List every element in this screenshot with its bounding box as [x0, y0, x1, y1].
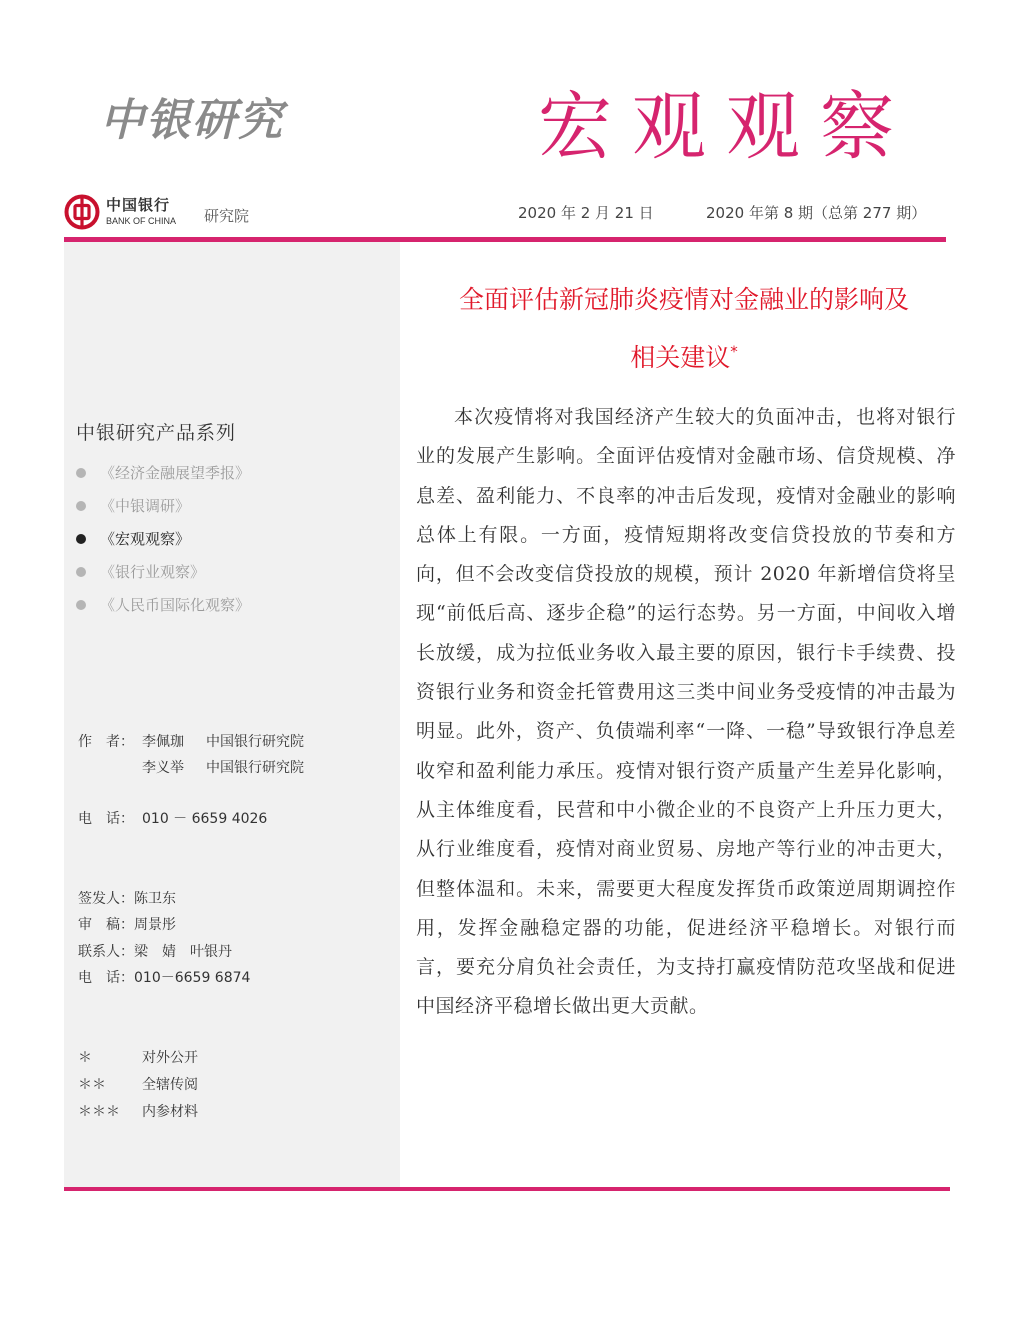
logo-english-name: BANK OF CHINA [106, 216, 177, 226]
author-row-1 [78, 731, 304, 751]
sidebar-panel [64, 242, 400, 1187]
product-series-list [76, 456, 250, 621]
author-phone-row [78, 808, 267, 828]
classification-label: 全辖传阅 [142, 1077, 198, 1093]
bank-logo [64, 194, 176, 230]
product-label: 《银行业观察》 [100, 563, 206, 581]
issuer-name: 陈卫东 [134, 891, 176, 907]
author-org: 中国银行研究院 [206, 760, 304, 776]
logo-chinese-name: 中国银行 [106, 196, 171, 214]
article-title-line-1: 全面评估新冠肺炎疫情对金融业的影响及 [458, 285, 909, 314]
phone-label: 电 话： [78, 811, 134, 827]
reviewer-name: 周景彤 [134, 917, 176, 933]
footnote-mark: * [730, 342, 738, 361]
article-title-text: 相关建议 [630, 343, 731, 372]
reviewer-label: 审 稿： [78, 917, 134, 933]
bullet-icon [76, 567, 86, 577]
series-title: 宏观观察 [538, 84, 914, 170]
bullet-icon [76, 600, 86, 610]
issue-number: 2020 年第 8 期（总第 277 期） [706, 204, 927, 222]
classification-mark: ＊＊ [78, 1077, 106, 1093]
article-abstract: 本次疫情将对我国经济产生较大的负面冲击，也将对银行业的发展产生影响。全面评估疫情对金融市场、信贷规模、净息差、盈利能力、不良率的冲击后发现，疫情对金融业的影响总体上有限。一方面，疫情短期将改变信贷投放的节奏和方向，但不会改变信贷投放的规模，预计 2020 年新增信贷将呈现“前低后高、逐步企稳”的运行态势。另一方面，中间收入增长放缓，成为拉低业务收入最主要的原因，银行卡手续费、投资银行业务和资金托管费用这三类中间业务受疫情的冲击最为明显。此外，资产、负债端利率“一降、一稳”导致银行净息差收窄和盈利能力承压。疫情对银行资产质量产生差异化影响，从主体维度看，民营和中小微企业的不良资产上升压力更大，从行业维度看，疫情对商业贸易、房地产等行业的冲击更大，但整体温和。未来，需要更大程度发挥货币政策逆周期调控作用，发挥金融稳定器的功能，促进经济平稳增长。对银行而言，要充分肩负社会责任，为支持打赢疫情防范攻坚战和促进中国经济平稳增长做出更大贡献。 [416, 406, 956, 1018]
product-label: 《宏观观察》 [100, 530, 191, 548]
contact-label: 联系人： [78, 944, 134, 960]
product-item[interactable] [76, 489, 250, 522]
classification-row [78, 1101, 198, 1121]
institute-name: 研究院 [204, 207, 250, 225]
classification-mark: ＊＊＊ [78, 1104, 120, 1120]
product-label: 《人民币国际化观察》 [100, 596, 251, 614]
bullet-icon [76, 534, 86, 544]
contact-phone-label: 电 话： [78, 970, 134, 986]
article-title-line-2 [404, 338, 964, 374]
classification-row [78, 1074, 198, 1094]
product-item-active[interactable] [76, 522, 250, 555]
bullet-icon [76, 501, 86, 511]
bullet-icon [76, 468, 86, 478]
product-item[interactable] [76, 555, 250, 588]
bank-of-china-logo-icon [64, 194, 100, 230]
authors-label: 作 者： [78, 734, 134, 750]
classification-label: 对外公开 [142, 1050, 198, 1066]
contact-names: 梁 婧 叶银丹 [134, 944, 232, 960]
author-phone: 010 － 6659 4026 [142, 811, 268, 827]
classification-label: 内参材料 [142, 1104, 198, 1120]
contact-phone-row [78, 967, 250, 987]
issue-date: 2020 年 2 月 21 日 [518, 204, 654, 222]
product-label: 《中银调研》 [100, 497, 191, 515]
author-name: 李义举 [142, 760, 184, 776]
classification-mark: ＊ [78, 1050, 92, 1066]
contact-row [78, 941, 232, 961]
brand-calligraphy: 中银研究 [100, 95, 284, 146]
author-org: 中国银行研究院 [206, 734, 304, 750]
reviewer-row [78, 914, 176, 934]
product-item[interactable] [76, 456, 250, 489]
footer-divider [64, 1187, 950, 1191]
product-label: 《经济金融展望季报》 [100, 464, 251, 482]
issuer-row [78, 888, 176, 908]
product-series-heading: 中银研究产品系列 [76, 422, 237, 444]
author-row-2 [78, 757, 304, 777]
issuer-label: 签发人： [78, 891, 134, 907]
author-name: 李佩珈 [142, 734, 184, 750]
product-item[interactable] [76, 588, 250, 621]
classification-row [78, 1047, 198, 1067]
contact-phone: 010－6659 6874 [134, 970, 251, 986]
